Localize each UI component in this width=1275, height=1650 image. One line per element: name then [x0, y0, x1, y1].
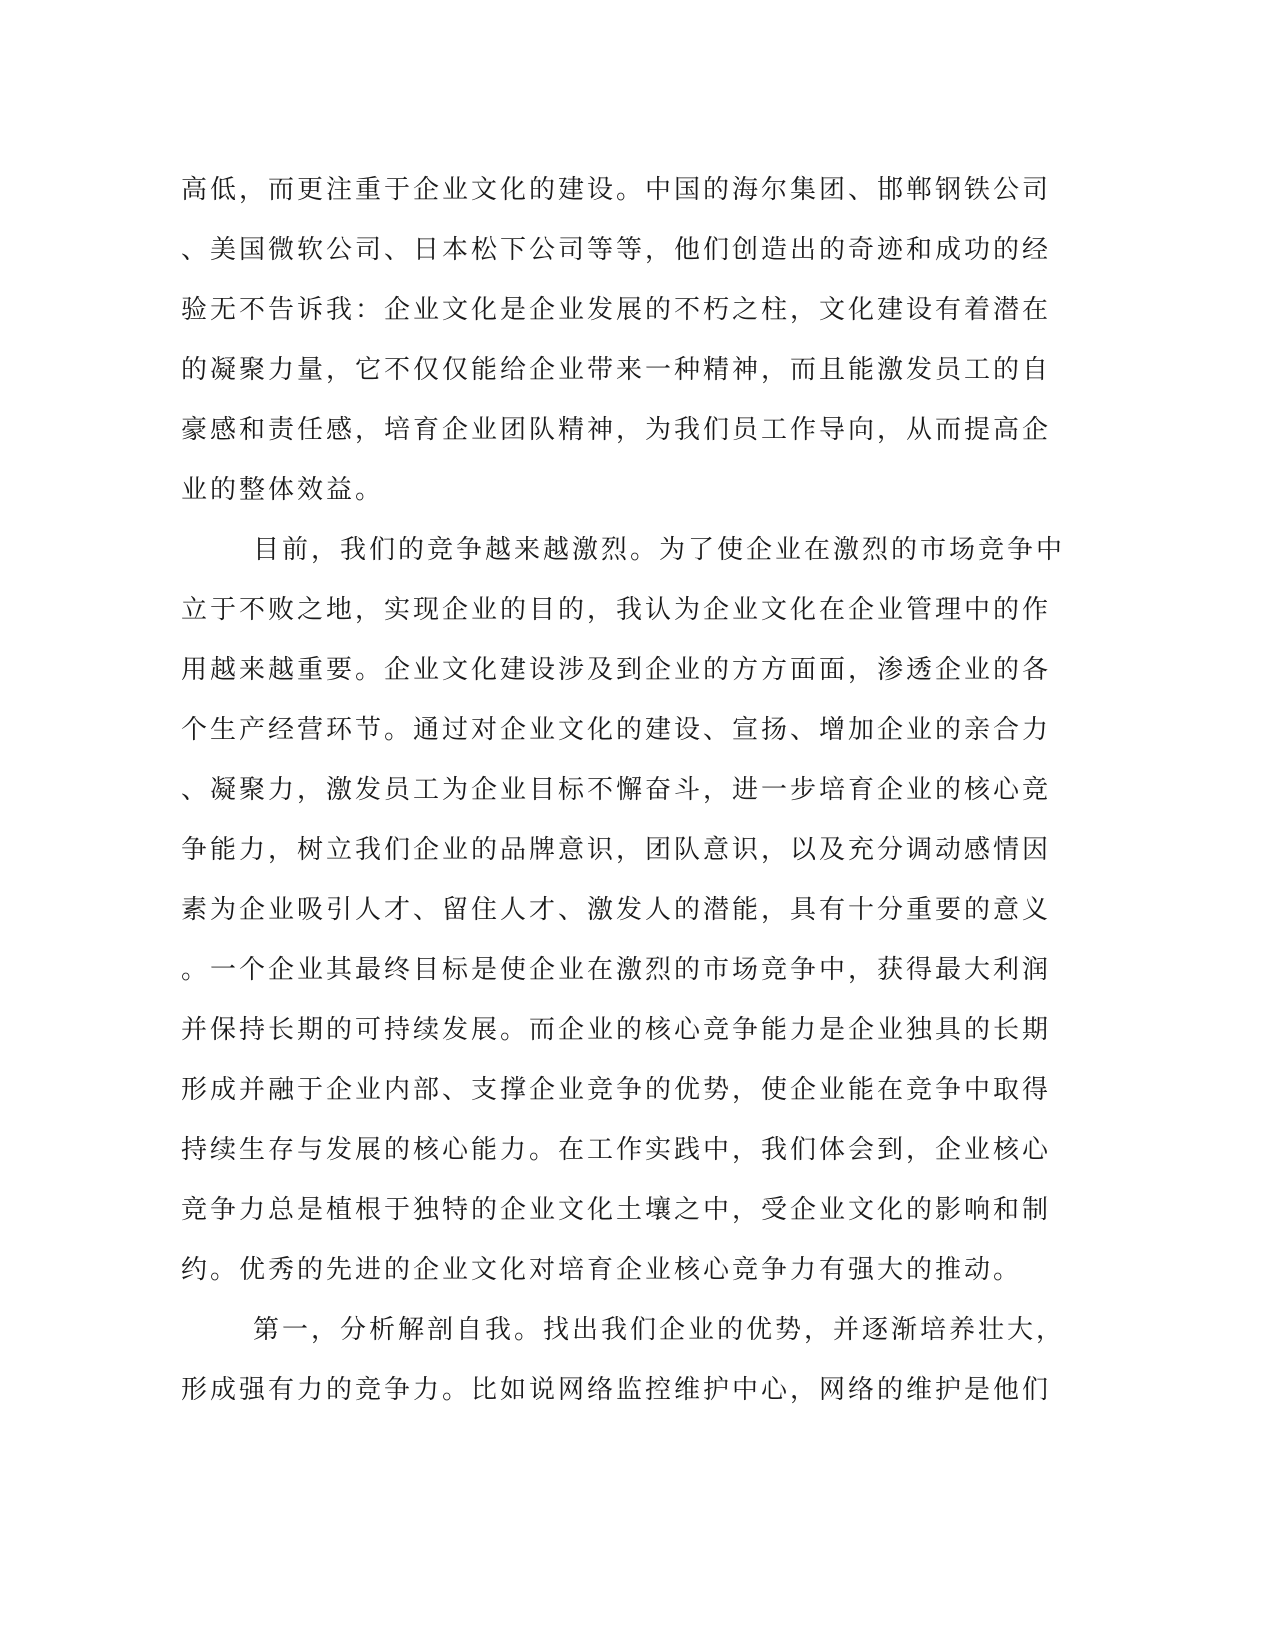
text-line: 约。优秀的先进的企业文化对培育企业核心竞争力有强大的推动。	[181, 1255, 1023, 1285]
text-line: 并保持长期的可持续发展。而企业的核心竞争能力是企业独具的长期	[181, 1015, 1052, 1045]
body-text	[181, 160, 1066, 1420]
text-line: 竞争力总是植根于独特的企业文化土壤之中，受企业文化的影响和制	[181, 1195, 1052, 1225]
text-line: 、凝聚力，激发员工为企业目标不懈奋斗，进一步培育企业的核心竞	[181, 775, 1052, 805]
text-line: 持续生存与发展的核心能力。在工作实践中，我们体会到，企业核心	[181, 1135, 1052, 1165]
text-line: 形成并融于企业内部、支撑企业竞争的优势，使企业能在竞争中取得	[181, 1075, 1052, 1105]
text-line: 争能力，树立我们企业的品牌意识，团队意识，以及充分调动感情因	[181, 835, 1052, 865]
text-line: 验无不告诉我：企业文化是企业发展的不朽之柱，文化建设有着潜在	[181, 295, 1052, 325]
text-line: 目前，我们的竞争越来越激烈。为了使企业在激烈的市场竞争中	[253, 535, 1066, 565]
text-line: 个生产经营环节。通过对企业文化的建设、宣扬、增加企业的亲合力	[181, 715, 1052, 745]
text-line: 、美国微软公司、日本松下公司等等，他们创造出的奇迹和成功的经	[181, 235, 1052, 265]
text-line: 形成强有力的竞争力。比如说网络监控维护中心，网络的维护是他们	[181, 1375, 1052, 1405]
paragraph-1	[181, 160, 1052, 520]
text-line: 业的整体效益。	[181, 475, 385, 505]
paragraph-3	[181, 1300, 1066, 1420]
text-line: 用越来越重要。企业文化建设涉及到企业的方方面面，渗透企业的各	[181, 655, 1052, 685]
text-line: 豪感和责任感，培育企业团队精神，为我们员工作导向，从而提高企	[181, 415, 1052, 445]
text-line: 立于不败之地，实现企业的目的，我认为企业文化在企业管理中的作	[181, 595, 1052, 625]
text-line: 高低，而更注重于企业文化的建设。中国的海尔集团、邯郸钢铁公司	[181, 175, 1052, 205]
paragraph-2	[181, 520, 1066, 1300]
text-line: 第一，分析解剖自我。找出我们企业的优势，并逐渐培养壮大，	[253, 1315, 1066, 1345]
text-line: 素为企业吸引人才、留住人才、激发人的潜能，具有十分重要的意义	[181, 895, 1052, 925]
text-line: 。一个企业其最终目标是使企业在激烈的市场竞争中，获得最大利润	[181, 955, 1052, 985]
text-line: 的凝聚力量，它不仅仅能给企业带来一种精神，而且能激发员工的自	[181, 355, 1052, 385]
